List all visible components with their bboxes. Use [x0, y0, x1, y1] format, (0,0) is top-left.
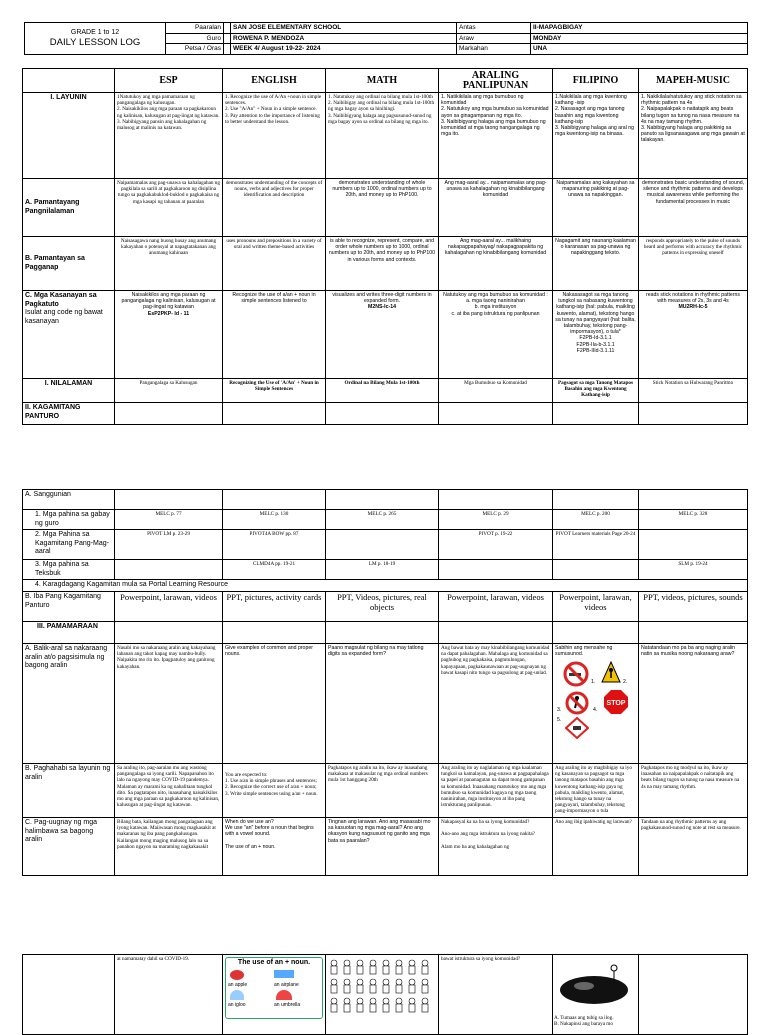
value-markahan: UNA [531, 44, 748, 55]
kas-esp: Naisakikilos ang mga paraan ng pangangalaga ng kalinisan, kalusugan at pag-iingat ng katawan [121, 292, 216, 311]
portal-label: 4. Karagdagang Kagamitan mula sa Portal Learning Resource [35, 581, 229, 588]
student-figure-body [422, 1004, 428, 1012]
balik-math: Paano magsulat ng bilang na may tatlong digits sa expanded form? [326, 644, 439, 764]
airplane-icon [274, 970, 294, 978]
label-markahan: Markahan [457, 44, 531, 55]
value-guro: ROWENA P. MENDOZA [231, 33, 457, 44]
nil-english: Recognizing the Use of 'A/An' + Noun in Simple Sentences [223, 379, 326, 403]
value-paaralan: SAN JOSE ELEMENTARY SCHOOL [231, 23, 457, 34]
pn-english: demonstrates understanding of the concepts of nouns, verbs and adjectives for proper identification and description [223, 179, 326, 237]
hab-mapeh: Pagkatapos mo ng modyul na ito, ikaw ay inaasahan na naipapalakpak o naitatapik ang beats bilang tugon sa tunog na nasa measure na 4s na may tamang rhythm. [639, 764, 748, 818]
student-figure-head [331, 960, 337, 966]
nilalaman-label: I. NILALAMAN [44, 380, 93, 387]
student-figure-head [396, 960, 402, 966]
subject-esp: ESP [115, 69, 223, 93]
guro-english: MELC p. 130 [223, 510, 326, 530]
pn-mapeh: demonstrates basic understanding of sound, silence and rhythmic patterns and develops musical awareness while performing the fundamental processes in music [639, 179, 748, 237]
student-figure-body [422, 966, 428, 974]
student-figure-head [331, 979, 337, 985]
student-figure-body [396, 966, 402, 974]
ugn-esp: Bilang bata, kailangan mong pangalagaan ang iyong katawan. Maiiwasan mong magkasakit at makaranas ng iba pang pangkalusugan. Kailangan mong maging malusog lalo na sa panahon ngayon na maraming nagkakasakit [115, 818, 223, 876]
student-figure-head [396, 979, 402, 985]
page-title: DAILY LESSON LOG [49, 36, 141, 48]
hab-ap: Ang araling ito ay naglalaman ng mga kaalaman tungkol sa kamalayan, pag-unawa at pagpapahalaga sa papel at pananagutan na dapat mong gampanan sa komunidad. Inaasahang matutukoy mo ang mga bumubuo sa komunidad kagaya ng mga taong naninirahan, mga institusyon at iba pang istrukturang panlipunan. [439, 764, 553, 818]
kas-filipino: Nakasasagot sa mga tanong tungkol sa nabasang kuwentong kathang-isip (hal: pabula, maikling kuwento, alamat), tekstong hango sa tunay na pangyayari (hal: balita, talambuhay, tekstong pang-impormasyon), o tula* [555, 292, 636, 336]
balik-filipino: Sabihin ang mensahe ng sumusunod. [555, 645, 613, 658]
student-figure-head [344, 979, 350, 985]
umbrella-icon [276, 990, 292, 1000]
student-figure-head [422, 960, 428, 966]
pp-mapeh: responds appropriately to the pulse of sounds heard and performs with accuracy the rhythmic patterns in expressing oneself [639, 237, 748, 291]
svg-text:STOP: STOP [606, 700, 626, 708]
iba-filipino: Powerpoint, larawan, videos [553, 592, 639, 622]
kasanayan-sublabel: Isulat ang code ng bawat kasanayan [25, 309, 103, 325]
ugn-math: Tingnan ang larawan. Ano ang masasabi mo sa kasuotan ng mga mag-aaral? Ano ang okasyon kung nagsusuot ng ganito ang mga bata sa paaralan? [326, 818, 439, 876]
label-guro: Guro [166, 33, 224, 44]
code-esp: EsP2PKP- Id - 11 [147, 310, 190, 317]
sanggunian-label: A. Sanggunian [25, 491, 71, 498]
student-figure-head [409, 960, 415, 966]
student-figure-body [331, 966, 337, 974]
student-figure-body [331, 1004, 337, 1012]
balik-english: Give examples of common and proper nouns. [223, 644, 326, 764]
student-figure-body [396, 1004, 402, 1012]
student-figure-body [409, 1004, 415, 1012]
student-figure-body [409, 985, 415, 993]
balik-aral-label: A. Balik-aral sa nakaraang aralin at/o pagsisimula ng bagong aralin [25, 645, 108, 669]
iba-pang-label: B. Iba Pang Kagamitang Panturo [25, 593, 101, 609]
ugn-english: When do we use an? We use "an" before a noun that begins with a vowel sound. The use of an + noun. [223, 818, 326, 876]
kag-esp: PIVOT LM p. 23-29 [115, 530, 223, 560]
cont-ap: bawat istruktura sa iyong komunidad? [439, 955, 553, 1035]
nil-mapeh: Stick Notation sa Hulwarang Panritmo [639, 379, 748, 403]
teks-filipino [553, 560, 639, 580]
student-figure-body [396, 985, 402, 993]
student-figure-body [383, 985, 389, 993]
kas-math: visualizes and writes three-digit numbers in expanded form. [332, 292, 432, 305]
code-math: M2NS-Ic-14 [368, 304, 396, 311]
student-figure-head [357, 979, 363, 985]
nil-math: Ordinal na Bilang Mula 1st-100th [326, 379, 439, 403]
student-figure-head [344, 960, 350, 966]
hab-math: Pagkatapos ng aralin na ito, ikaw ay inaasahang makakasa at makasulat ng mga ordinal numbers mula 1st hanggang 20th [326, 764, 439, 818]
header-table [24, 22, 748, 55]
student-figure-head [357, 960, 363, 966]
pamantayang-nilalaman-label: A. Pamantayang Pangnilalaman [25, 199, 80, 215]
kagamitan-label: 2. Mga Pahina sa Kagamitang Pang-Mag-aaral [35, 531, 109, 555]
student-figure-body [422, 985, 428, 993]
layunin-filipino: 1.Nakikilala ang mga kwentong kathang -isip 2. Nasasagot ang mga tanong basahin ang mga kwentong kathang-isip 3. Nabibigyang halaga ang aral ng mga kwentong-isip na binasa. [553, 93, 639, 179]
layunin-esp: 1Natutukoy ang mga pamamaraan ng pangangalaga ng kalusugan. 2. Naisakikilos ang mga paraan sa pagkakaroon ng kalinisan, kalusugan at pag-iingat ng katawan. 3. Nabibigyang pansin ang kahalagahan ng malusog at malinis na katawan. [115, 93, 223, 179]
iba-esp: Powerpoint, larawan, videos [115, 592, 223, 622]
student-figure-body [357, 985, 363, 993]
value-antas: II-MAPAGBIGAY [531, 23, 748, 34]
iba-ap: Powerpoint, larawan, videos [439, 592, 553, 622]
signs-illustration: 1. 2. 3. 4. STOP 5. [555, 657, 636, 739]
card-item-apple: an apple [228, 982, 248, 988]
student-figure-body [370, 985, 376, 993]
an-noun-card-title: The use of an + noun. [237, 959, 311, 966]
teks-mapeh: SLM p. 19-24 [639, 560, 748, 580]
student-figure-body [370, 1004, 376, 1012]
layunin-mapeh: 1. Nakikilala/natutukoy ang stick notation sa rhythmic pattern na 4s 2. Naipapalakpak o naitatapik ang beats bilang tugon sa tunog na nasa measure na 4s na may tamang rhythm. 3. Nabibigyang halaga ang pakikinig sa panuto sa ligsanasagawa ang mga gawain at talakayan. [639, 93, 748, 179]
label-araw: Araw [457, 33, 531, 44]
student-figure-body [357, 966, 363, 974]
flood-scene-image [554, 956, 636, 1010]
pamamaraan-label: III. PAMAMARAAN [37, 623, 98, 630]
flood-caption: A. Tumaas ang tubig sa ilog. B. Nakapinsi ang baraya mo [554, 1015, 614, 1028]
student-figure-head [396, 998, 402, 1004]
paghahabi-label: B. Paghahabi sa layunin ng aralin [25, 765, 111, 781]
student-figure-head [383, 979, 389, 985]
lesson-table-page1 [22, 68, 748, 425]
kagamitang-label: II. KAGAMITANG PANTURO [25, 404, 81, 420]
teksbuk-label: 3. Mga pahina sa Teksbuk [35, 561, 89, 577]
guro-math: MELC p. 265 [326, 510, 439, 530]
student-figure-head [422, 979, 428, 985]
student-figure-head [422, 998, 428, 1004]
pamantayan-pagganap-label: B. Pamantayan sa Pagganap [25, 255, 85, 271]
student-figure-head [409, 979, 415, 985]
card-item-umbrella: an umbrella [274, 1002, 301, 1008]
nil-filipino: Pagsagot sa mga Tanong Matapos Basahin ang mga Kwentong Kathang-isip [553, 379, 639, 403]
pp-filipino: Nagagamit ang naunang kaalaman o karanasan sa pag-unawa ng napakinggang teksto. [553, 237, 639, 291]
balik-ap: Ang bawat bata ay may kinabibilangang komunidad na dapat pahalagahan. Mahalaga ang komunidad sa paghubog ng pagkakaisa, pagtutulungan, kapayapaan, pagkakaunawaan at pag-uugnayan ng bawat kasapi nito tungo sa pagsulong at pag-unlad. [439, 644, 553, 764]
student-figure-body [357, 1004, 363, 1012]
label-petsa: Petsa / Oras [166, 44, 224, 55]
subject-ap: ARALING PANLIPUNAN [439, 69, 553, 93]
guro-esp: MELC p. 77 [115, 510, 223, 530]
kag-ap: PIVOT p. 19-22 [439, 530, 553, 560]
pn-esp: Naipamamalas ang pag-unawa sa kahalagahan ng pagkilala sa sarili at pagkakaroon ng disiplina tungo sa pagkakabuklod-buklod o pagkakaisa ng mga kasapi ng tahanan at paaralan [115, 179, 223, 237]
student-figure-head [344, 998, 350, 1004]
students-in-uniform-image [328, 957, 436, 1017]
hab-esp: Sa araling ito, pag-aaralan mo ang wastong pangangalaga sa iyong sarili. Napapanahon ito lalo na ngayong may COVID-19 pandemya. Malaman ay marami ka ng nabalitaan tungkol dito. Sa pagtatapos nito, inaasahang naisakikilos mo ang mga paraan sa pagkakaroon ng kalinisan, kalusugan at pag-iingat ng katawan. [115, 764, 223, 818]
subject-filipino: FILIPINO [553, 69, 639, 93]
lesson-table-page2 [22, 489, 748, 876]
teks-english: CLMD4A pp. 19-21 [223, 560, 326, 580]
student-figure-body [409, 966, 415, 974]
ugn-ap: Nakapasyal ka na ba sa iyong komunidad? Ano-ano ang mga istruktura na iyong nakita? Alam mo ba ang kahalagahan ng [439, 818, 553, 876]
layunin-label: I. LAYUNIN [50, 94, 87, 101]
guro-ap: MELC p. 29 [439, 510, 553, 530]
teks-ap [439, 560, 553, 580]
value-araw: MONDAY [531, 33, 748, 44]
student-figure-body [383, 966, 389, 974]
pp-math: is able to recognize, represent, compare, and order whole numbers up to 1000, ordinal numbers up to 20th, and money up to PhP100 in various forms and contexts. [326, 237, 439, 291]
student-figure-head [370, 960, 376, 966]
guro-mapeh: MELC p. 328 [639, 510, 748, 530]
student-figure-body [331, 985, 337, 993]
nil-ap: Mga Bumubuo sa Komunidad [439, 379, 553, 403]
nil-esp: Pangangalaga sa Kalusugan [115, 379, 223, 403]
label-paaralan: Paaralan [166, 23, 224, 34]
gabay-guro-label: 1. Mga pahina sa gabay ng guro [35, 511, 110, 527]
student-figure-body [383, 1004, 389, 1012]
code-filipino: F2PB-Id-3.1.1 F2PB-IIa-b-3.1.1 F2PB-IIId-3.1.11 [576, 335, 615, 354]
ugn-mapeh: Tandaan na ang rhythmic patterns ay ang pagkakasunod-sunod ng note at rest sa measure. [639, 818, 748, 876]
kag-filipino: PIVOT Learners materials Page 20-24 [553, 530, 639, 560]
student-figure-head [331, 998, 337, 1004]
kas-ap: Natutukoy ang mga bumubuo sa komunidad : a. mga taong naninirahan b. mga institusyon c. at iba pang istruktura ng panlipunan [443, 292, 548, 317]
student-figure-head [370, 979, 376, 985]
layunin-ap: 1. Natikikilala ang mga bumubuo ng komunidad 2. Natutukoy ang mga bumubuo sa komunidad ayon sa ginagampanan ng mga ito. 3. Naibibigyang halaga ang mga bumubuo ng komunidad at mga taong nangangalaga ng mga ito. [439, 93, 553, 179]
subject-english: ENGLISH [223, 69, 326, 93]
hazard-sign-icon [565, 717, 589, 739]
student-figure-body [344, 966, 350, 974]
pn-math: demonstrates understanding of whole numbers up to 1000, ordinal numbers up to 20th, and money up to PhP100. [326, 179, 439, 237]
pp-english: uses pronouns and prepositions in a variety of oral and written theme-based activities [223, 237, 326, 291]
ugn-filipino: Ano ang ibig ipahiwatig ng larawan? [553, 818, 639, 876]
kasanayan-label: C. Mga Kasanayan sa Pagkatuto [25, 292, 97, 308]
teks-math: LM p. 18-19 [326, 560, 439, 580]
student-figure-head [370, 998, 376, 1004]
hab-filipino: Ang araling ito ay magbibigay sa iyo ng kasanayan sa pagsagot sa mga tanong matapos basahin ang mga kuwentong kathang-isip gaya ng pabula, maikling kwento, alamat, tekstong hango sa tunay na pangyayari, talambuhay, tekstong pang-impormasyon o tula [553, 764, 639, 818]
balik-mapeh: Natatandaan mo pa ba ang naging aralin natin sa musika noong nakaraang araw? [639, 644, 748, 764]
iba-math: PPT, Videos, pictures, real objects [326, 592, 439, 622]
cont-esp: at namamatay dahil sa COVID-19. [115, 955, 223, 1035]
grade-label: GRADE 1 to 12 [70, 28, 120, 36]
kag-math [326, 530, 439, 560]
student-figure-head [383, 998, 389, 1004]
student-figure-body [370, 966, 376, 974]
code-mapeh: MU2RH-Ic-5 [678, 304, 708, 311]
pp-esp: Naisasagawa nang buong husay ang anumang kakayahan o potensyal at napagtatakanan ang anumang kahinaan [115, 237, 223, 291]
balik-esp: Nasabi mo sa nakaraang aralin ang kakayahang labanan ang takot kapag may nambu-bully. Naipakita mo rin ito. Ipagpatuloy ang ganitong kakayahan. [115, 644, 223, 764]
subject-math: MATH [326, 69, 439, 93]
iba-english: PPT, pictures, activity cards [223, 592, 326, 622]
student-figure-body [344, 985, 350, 993]
iba-mapeh: PPT, videos, pictures, sounds [639, 592, 748, 622]
kag-mapeh [639, 530, 748, 560]
guro-filipino: MELC p. 200 [553, 510, 639, 530]
no-running-sign-icon [565, 691, 589, 715]
student-figure-head [383, 960, 389, 966]
teks-esp [115, 560, 223, 580]
value-petsa: WEEK 4/ August 19-22- 2024 [231, 44, 457, 55]
title-cell [25, 23, 166, 55]
pp-ap: Ang mag-aaral ay... malikhaing nakapagpapahayag/ nakapagpapakita ng kahalagahan ng kinabibilangang komunidad [439, 237, 553, 291]
label-antas: Antas [457, 23, 531, 34]
hab-english: You are expected to: 1. Use a/an in simple phrases and sentences; 2. Recognize the correct use of a/an + noun; 3. Write simple sentences using a/an + noun. [223, 764, 326, 818]
pn-ap: Ang mag-aaral ay... naipamamalas ang pag- unawa sa kahalagahan ng kinabibilangang komunidad [439, 179, 553, 237]
pag-uugnay-label: C. Pag-uugnay ng mga halimbawa sa bagong aralin [25, 819, 97, 843]
pn-filipino: Naipamamalas ang kakayahan sa mapanuring pakikinig at pag-unawa sa napakinggan. [553, 179, 639, 237]
an-noun-card [225, 957, 323, 1019]
card-item-igloo: an igloo [228, 1002, 246, 1008]
subject-mapeh: MAPEH-MUSIC [639, 69, 748, 93]
igloo-icon [230, 990, 244, 1000]
kas-english: Recognize the use of a/an + noun in simple sentences listened to [232, 292, 316, 305]
layunin-english: 1. Recognize the use of A/An +noun in simple sentences. 2. Use "A/An" + Noun in a simple sentence. 3. Pay attention to the importance of listening to better understand the lesson. [223, 93, 326, 179]
card-item-airplane: an airplane [274, 982, 299, 988]
apple-icon [230, 970, 244, 980]
no-smoking-sign-icon [563, 661, 589, 687]
kag-english: PIVOT4A BOW pp. 87 [223, 530, 326, 560]
layunin-math: 1. Natutukoy ang ordinal na bilang mula 1st-100th 2. Naibibigay ang ordinal na bilang mula 1st-100th ng mga bagay ayon sa hinihingi. 3. Naibibigyang halaga ang pagsusunud-sunod ng mga bagay ayon sa ordinal na bilang ng mga ito. [326, 93, 439, 179]
walking-sign-icon [601, 661, 621, 683]
student-figure-head [409, 998, 415, 1004]
student-figure-head [357, 998, 363, 1004]
lesson-table-page3 [22, 954, 748, 1035]
kas-mapeh: reads stick notations in rhythmic patterns with measures of 2s, 3s and 4s [646, 292, 740, 305]
stop-sign-icon [603, 689, 629, 715]
student-figure-body [344, 1004, 350, 1012]
